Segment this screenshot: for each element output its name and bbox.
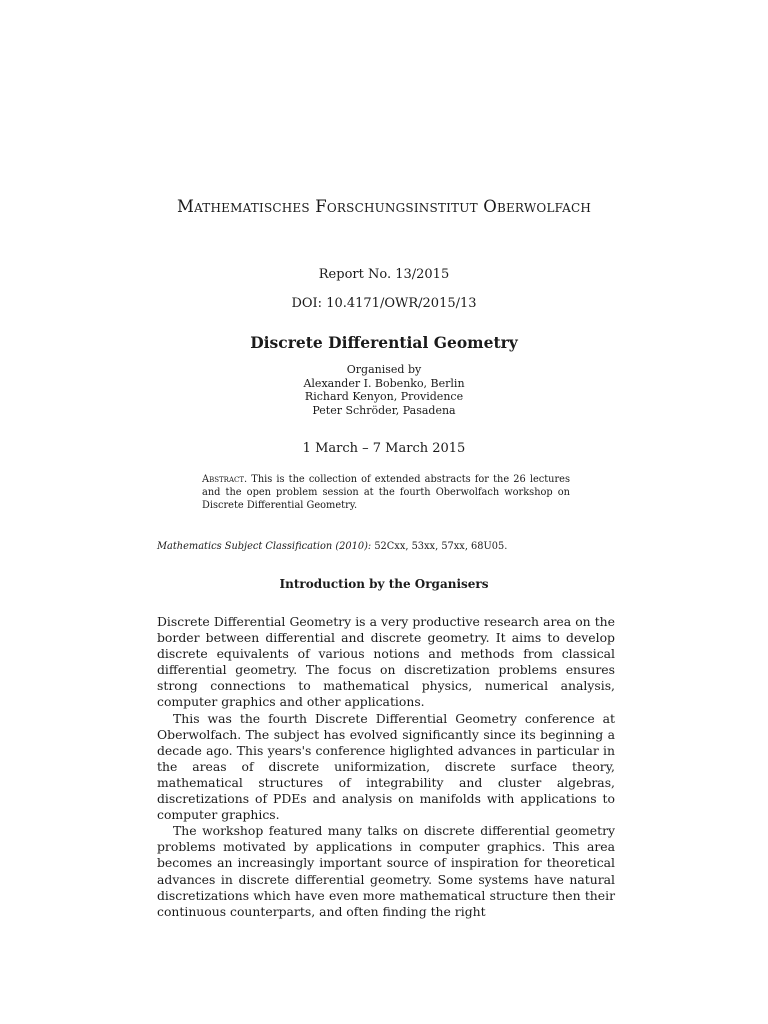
workshop-dates: 1 March – 7 March 2015 xyxy=(302,441,466,456)
report-title: Discrete Differential Geometry xyxy=(250,333,518,352)
organisers-label: Organised by xyxy=(346,363,422,376)
introduction-heading: Introduction by the Organisers xyxy=(279,577,489,591)
abstract xyxy=(202,473,570,512)
organisers-block xyxy=(0,363,768,417)
paragraph: Discrete Differential Geometry is a very productive research area on the border between differential and discrete geometry. It aims to develop discrete equivalents of various notions and methods from classical differential geometry. The focus on discretization problems ensures strong connections to mathematical physics, numerical analysis, computer graphics and other applications. xyxy=(157,614,615,710)
paragraph: This was the fourth Discrete Differential Geometry conference at Oberwolfach. The subject has evolved significantly since its beginning a decade ago. This years's conference higlighted advances in particular in the areas of discrete uniformization, discrete surface theory, mathematical structures of integrability and cluster algebras, discretizations of PDEs and analysis on manifolds with applications to computer graphics. xyxy=(157,710,615,823)
organiser-name: Alexander I. Bobenko, Berlin xyxy=(303,376,465,390)
doi: DOI: 10.4171/OWR/2015/13 xyxy=(291,296,477,311)
abstract-label: Abstract. xyxy=(202,474,248,485)
paragraph: The workshop featured many talks on discrete differential geometry problems motivated by applications in computer graphics. This area becomes an increasingly important source of inspiration for theoretical advances in discrete differential geometry. Some systems have natural discretizations which have even more mathematical structure then their continuous counterparts, and often finding the right xyxy=(157,823,615,919)
subject-classification xyxy=(157,541,617,552)
classification-label: Mathematics Subject Classification (2010): xyxy=(157,541,372,552)
organiser-name: Richard Kenyon, Providence xyxy=(304,390,464,403)
classification-codes: 52Cxx, 53xx, 57xx, 68U05. xyxy=(374,541,508,552)
introduction-body xyxy=(157,614,615,920)
organiser-name: Peter Schröder, Pasadena xyxy=(312,403,456,417)
abstract-text: This is the collection of extended abstracts for the 26 lectures and the open problem session at the fourth Oberwolfach workshop on Discrete Differential Geometry. xyxy=(202,474,570,511)
institute-name: Mathematisches Forschungsinstitut Oberwolfach xyxy=(176,197,592,216)
report-number: Report No. 13/2015 xyxy=(318,267,450,282)
